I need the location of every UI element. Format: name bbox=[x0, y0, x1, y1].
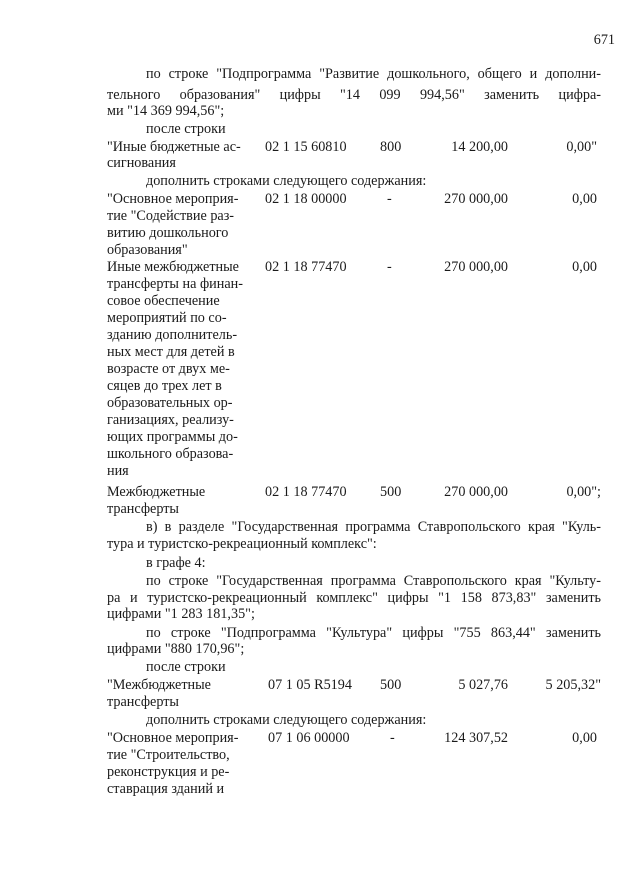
row-name-line: ставрация зданий и bbox=[107, 781, 225, 797]
row-code: 07 1 06 00000 bbox=[268, 730, 350, 746]
row-name-line: школьного образова- bbox=[107, 446, 234, 462]
paragraph-line: цифрами "1 283 181,35"; bbox=[107, 606, 255, 622]
row-name-line: трансферты bbox=[107, 501, 179, 517]
row-name-line: сигнования bbox=[107, 155, 176, 171]
paragraph-line: в) в разделе "Государственная программа Ставропольского края "Куль- bbox=[146, 519, 601, 535]
row-name-line: возрасте от двух ме- bbox=[107, 361, 230, 377]
row-name-line: реконструкция и ре- bbox=[107, 764, 230, 780]
row-code: 02 1 18 77470 bbox=[265, 259, 347, 275]
row-code: 07 1 05 R5194 bbox=[268, 677, 352, 693]
row-name-line: мероприятий по со- bbox=[107, 310, 227, 326]
row-name-line: "Межбюджетные bbox=[107, 677, 211, 693]
paragraph-line: тура и туристско-рекреационный комплекс": bbox=[107, 536, 377, 552]
row-vr: 500 bbox=[380, 484, 402, 500]
paragraph-line: по строке "Подпрограмма "Развитие дошкольного, общего и дополни- bbox=[146, 66, 601, 82]
row-sum1: 124 307,52 bbox=[444, 730, 508, 746]
row-name-line: тие "Содействие раз- bbox=[107, 208, 235, 224]
paragraph-line: после строки bbox=[146, 121, 226, 137]
row-sum1: 270 000,00 bbox=[444, 259, 508, 275]
row-sum2: 0,00 bbox=[572, 730, 597, 746]
row-name-line: трансферты bbox=[107, 694, 179, 710]
row-sum1: 270 000,00 bbox=[444, 484, 508, 500]
row-sum2: 0,00 bbox=[572, 191, 597, 207]
paragraph-line: в графе 4: bbox=[146, 555, 206, 571]
row-name-line: образовательных ор- bbox=[107, 395, 233, 411]
row-sum2: 0,00"; bbox=[566, 484, 601, 500]
row-name-line: образования" bbox=[107, 242, 188, 258]
row-name-line: "Иные бюджетные ас- bbox=[107, 139, 241, 155]
row-name-line: сяцев до трех лет в bbox=[107, 378, 222, 394]
row-name-line: совое обеспечение bbox=[107, 293, 220, 309]
page-number: 671 bbox=[593, 32, 615, 48]
row-code: 02 1 15 60810 bbox=[265, 139, 347, 155]
row-name-line: Иные межбюджетные bbox=[107, 259, 239, 275]
row-code: 02 1 18 77470 bbox=[265, 484, 347, 500]
row-sum1: 5 027,76 bbox=[458, 677, 508, 693]
row-name-line: трансферты на финан- bbox=[107, 276, 243, 292]
row-vr: 800 bbox=[380, 139, 402, 155]
row-sum2: 0,00" bbox=[566, 139, 597, 155]
paragraph-line: после строки bbox=[146, 659, 226, 675]
row-sum2: 0,00 bbox=[572, 259, 597, 275]
row-name-line: "Основное мероприя- bbox=[107, 730, 239, 746]
row-vr: - bbox=[387, 191, 392, 207]
row-name-line: "Основное мероприя- bbox=[107, 191, 239, 207]
paragraph-line: ра и туристско-рекреационный комплекс" цифры "1 158 873,83" заменить bbox=[107, 590, 601, 606]
paragraph-line: дополнить строками следующего содержания: bbox=[146, 173, 427, 189]
row-name-line: ния bbox=[107, 463, 129, 479]
paragraph-line: по строке "Государственная программа Ставропольского края "Культу- bbox=[146, 573, 601, 589]
row-name-line: тие "Строительство, bbox=[107, 747, 230, 763]
row-vr: 500 bbox=[380, 677, 402, 693]
paragraph-line: дополнить строками следующего содержания: bbox=[146, 712, 427, 728]
row-name-line: ных мест для детей в bbox=[107, 344, 235, 360]
row-name-line: витию дошкольного bbox=[107, 225, 229, 241]
row-name-line: ганизациях, реализу- bbox=[107, 412, 234, 428]
row-name-line: зданию дополнитель- bbox=[107, 327, 238, 343]
paragraph-line: по строке "Подпрограмма "Культура" цифры "755 863,44" заменить bbox=[146, 625, 601, 641]
paragraph-line: цифрами "880 170,96"; bbox=[107, 641, 245, 657]
row-name-line: ющих программы до- bbox=[107, 429, 238, 445]
row-vr: - bbox=[387, 259, 392, 275]
row-sum2: 5 205,32" bbox=[545, 677, 601, 693]
row-sum1: 270 000,00 bbox=[444, 191, 508, 207]
row-sum1: 14 200,00 bbox=[451, 139, 508, 155]
row-vr: - bbox=[390, 730, 395, 746]
paragraph-line: ми "14 369 994,56"; bbox=[107, 103, 225, 119]
row-code: 02 1 18 00000 bbox=[265, 191, 347, 207]
paragraph-line: тельного образования" цифры "14 099 994,56" заменить цифра- bbox=[107, 87, 601, 103]
row-name-line: Межбюджетные bbox=[107, 484, 206, 500]
